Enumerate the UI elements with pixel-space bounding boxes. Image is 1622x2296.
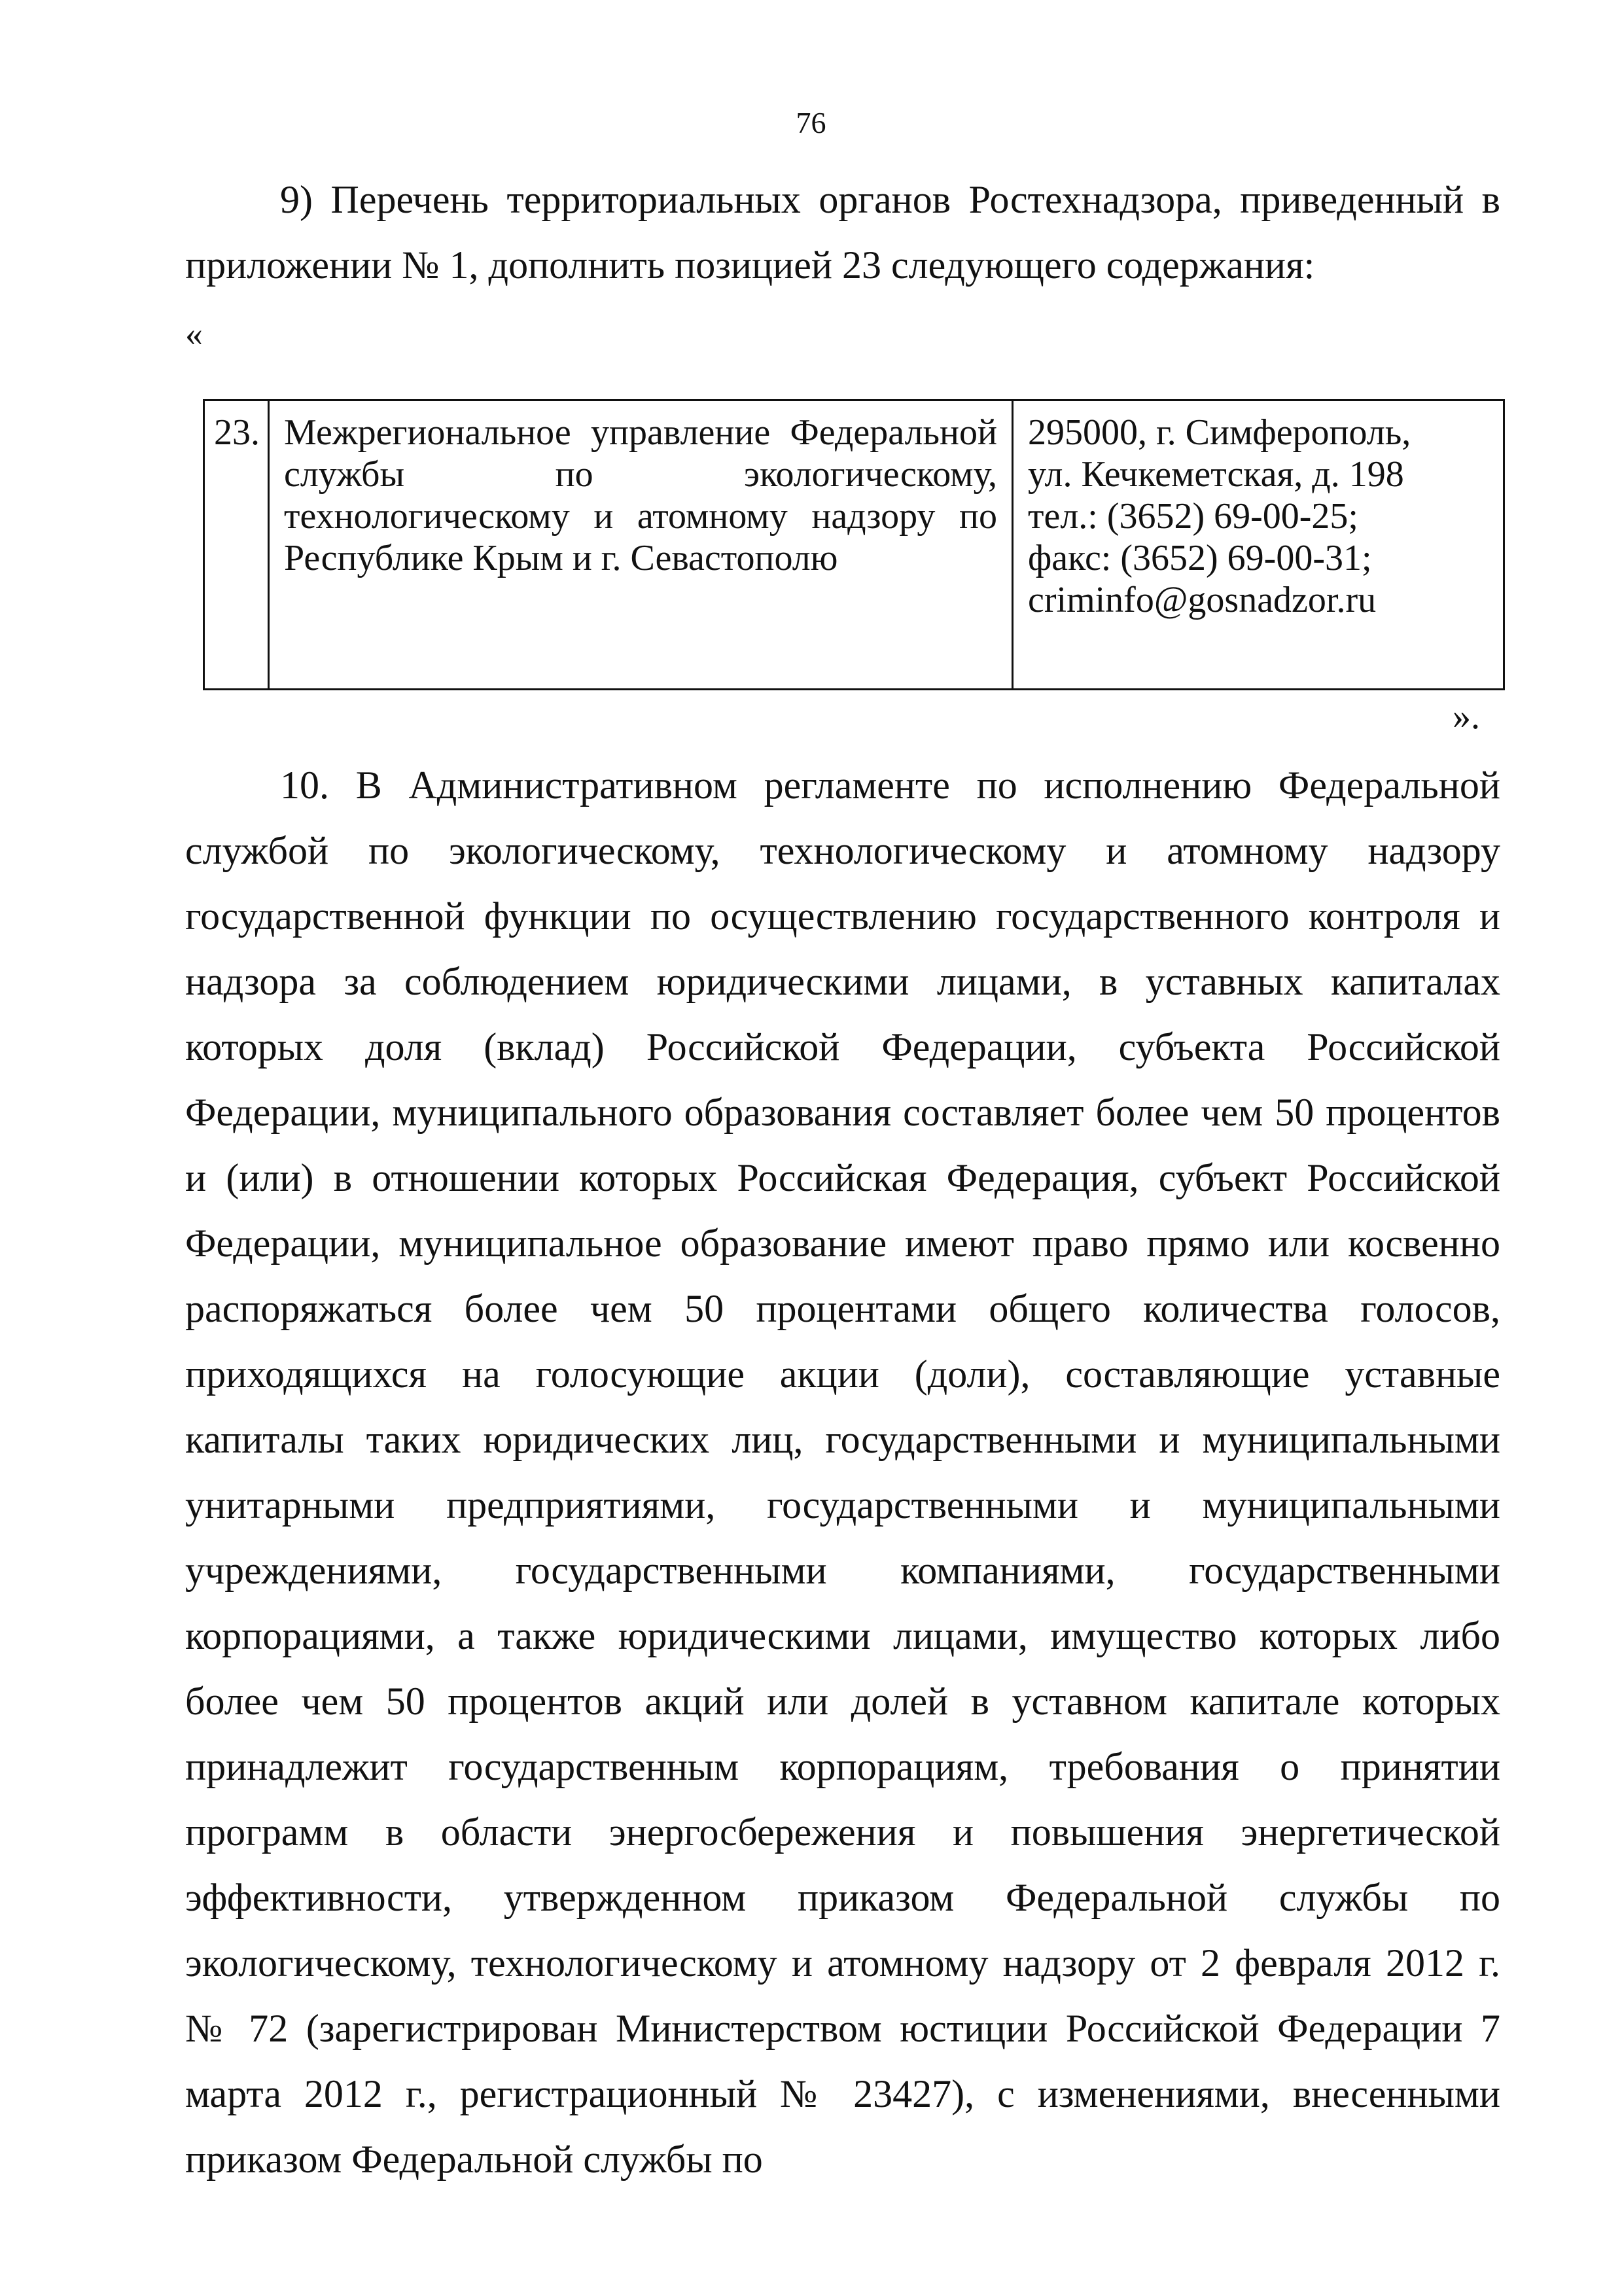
row-number-cell: 23. [204,400,269,690]
closing-quote: ». [1453,696,1480,737]
address-fax: факс: (3652) 69-00-31; [1028,538,1372,578]
paragraph-item-10-text: 10. В Административном регламенте по исполнению Федеральной службой по экологическому, технологическому и атомному надзору государственной функции по осуществлению государственного контроля и надзора за соблюдением юридическими лицами, в уставных капиталах которых доля (вклад) Российской Федерации, субъекта Российской Федерации, муниципального образования составляет более чем 50 процентов и (или) в отношении которых Российская Федерация, субъект Российской Федерации, муниципальное образование имеют право прямо или косвенно распоряжаться более чем 50 процентами общего количества голосов, приходящихся на голосующие акции (доли), составляющие уставные капиталы таких юридических лиц, государственными и муниципальными унитарными предприятиями, государственными и муниципальными учреждениями, государственными компаниями, государственными корпорациями, а также юридическими лицами, имущество которых либо более чем 50 процентов акций или долей в уставном капитале которых принадлежит государственным корпорациям, требования о принятии программ в области энергосбережения и повышения энергетической эффективности, утвержденном приказом Федеральной службы по экологическому, технологическому и атомному надзору от 2 февраля 2012 г. № 72 (зарегистрирован Министерством юстиции Российской Федерации 7 марта 2012 г., регистрационный № 23427), с изменениями, внесенными приказом Федеральной службы по [185,764,1500,2181]
body-name-cell: Межрегиональное управление Федеральной службы по экологическому, технологическому и атомному надзору по Республике Крым и г. Севастополю [269,400,1013,690]
address-cell [1013,400,1504,690]
territorial-bodies-table [203,399,1505,690]
address-street: ул. Кечкеметская, д. 198 [1028,454,1404,495]
paragraph-item-10 [185,752,1500,2192]
address-phone: тел.: (3652) 69-00-25; [1028,496,1358,537]
table [203,399,1505,690]
address-postal-city: 295000, г. Симферополь, [1028,412,1411,453]
address-email: criminfo@gosnadzor.ru [1028,580,1377,620]
paragraph-item-9: 9) Перечень территориальных органов Ростехнадзора, приведенный в приложении № 1, дополнить позицией 23 следующего содержания: [185,178,1500,287]
opening-quote: « [185,314,203,353]
page-number: 76 [796,106,826,139]
table-row [204,400,1504,690]
